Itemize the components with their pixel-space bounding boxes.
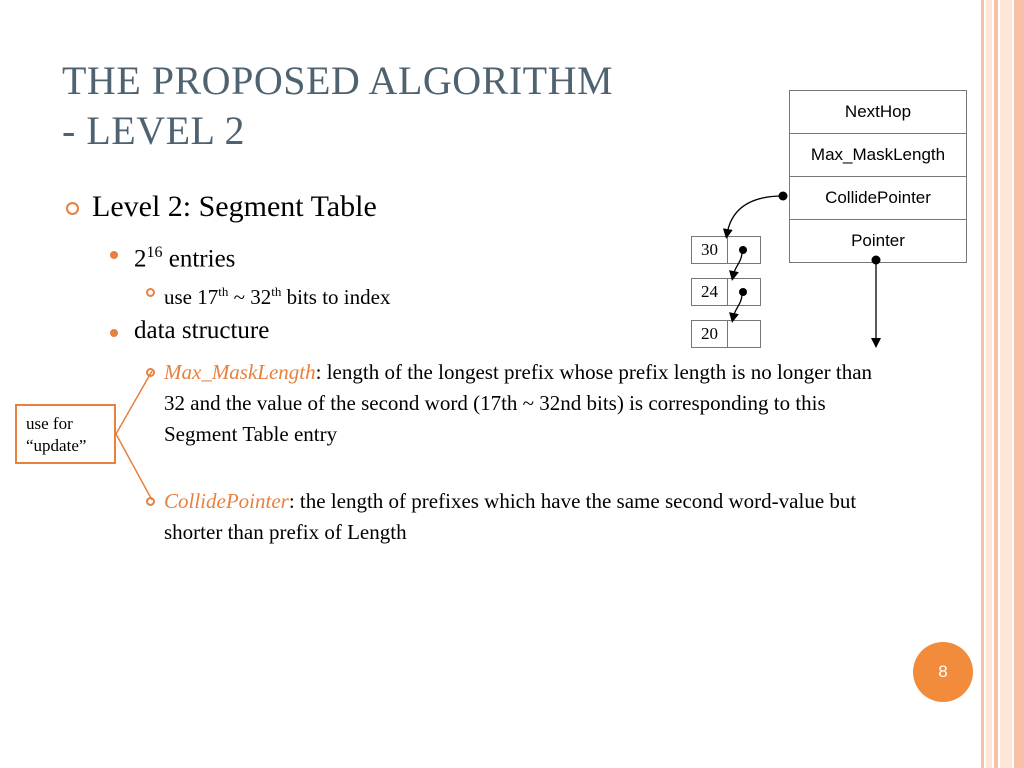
note-line-1: use for [26, 414, 73, 433]
title-line-2: - LEVEL 2 [62, 108, 245, 153]
collide-pointer-desc: : the length of prefixes which have the same second word-value but shorter than prefix of Length [164, 489, 857, 544]
list-node-value: 24 [692, 279, 728, 305]
bullet-level2-segment-table: Level 2: Segment Table [92, 190, 377, 223]
page-number-badge: 8 [913, 642, 973, 702]
list-node-value: 30 [692, 237, 728, 263]
index-text-pre: use 17 [164, 285, 219, 309]
index-text-post: bits to index [281, 285, 391, 309]
max-masklength-desc: : length of the longest prefix whose prefix length is no longer than 32 and the value of the second word (17th ~ 32nd bits) is corresponding to this Segment Table entry [164, 360, 873, 446]
collide-pointer-term: CollidePointer [164, 489, 289, 513]
note-line-2: “update” [26, 436, 87, 455]
list-node-value: 20 [692, 321, 728, 347]
field-collidepointer: CollidePointer [790, 177, 966, 220]
max-masklength-term: Max_MaskLength [164, 360, 316, 384]
field-pointer: Pointer [851, 231, 905, 250]
index-text-mid: ~ 32 [228, 285, 272, 309]
entries-text: entries [168, 245, 236, 273]
index-sup-1: th [218, 284, 229, 299]
index-sup-2: th [271, 284, 282, 299]
entries-exponent: 16 [146, 244, 163, 261]
title-line-1: THE PROPOSED ALGORITHM [62, 58, 614, 103]
bullet-data-structure: data structure [134, 317, 270, 344]
field-nexthop: NextHop [790, 91, 966, 134]
field-max-masklength: Max_MaskLength [790, 134, 966, 177]
entries-base: 2 [134, 245, 147, 273]
